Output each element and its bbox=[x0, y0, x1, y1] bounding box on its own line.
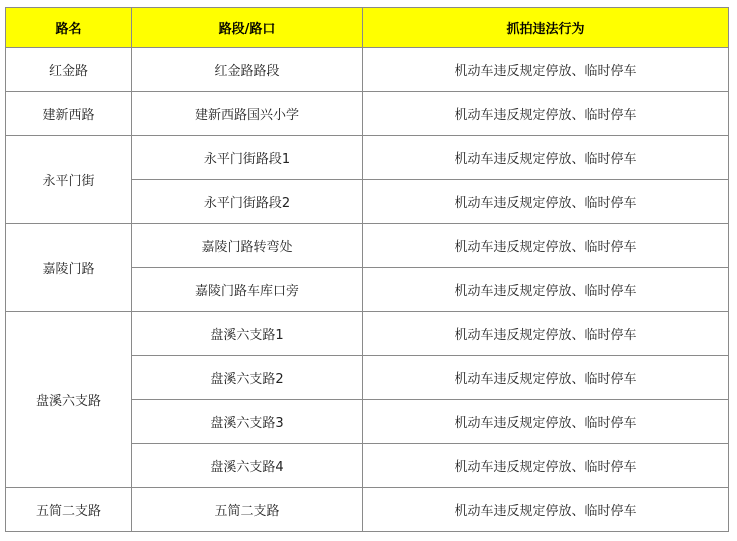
violation-table-container bbox=[5, 7, 729, 532]
segment-cell: 永平门街路段1 bbox=[132, 136, 363, 180]
segment-cell: 盘溪六支路2 bbox=[132, 356, 363, 400]
road-name-cell: 永平门街 bbox=[6, 136, 132, 224]
road-name-cell: 红金路 bbox=[6, 48, 132, 92]
table-row bbox=[6, 136, 729, 180]
segment-cell: 永平门街路段2 bbox=[132, 180, 363, 224]
segment-cell: 建新西路国兴小学 bbox=[132, 92, 363, 136]
violation-cell: 机动车违反规定停放、临时停车 bbox=[363, 224, 729, 268]
segment-cell: 盘溪六支路1 bbox=[132, 312, 363, 356]
segment-cell: 嘉陵门路转弯处 bbox=[132, 224, 363, 268]
segment-cell: 五简二支路 bbox=[132, 488, 363, 532]
header-segment: 路段/路口 bbox=[132, 8, 363, 48]
table-header-row bbox=[6, 8, 729, 48]
violation-cell: 机动车违反规定停放、临时停车 bbox=[363, 92, 729, 136]
table-row bbox=[6, 488, 729, 532]
violation-cell: 机动车违反规定停放、临时停车 bbox=[363, 488, 729, 532]
violation-cell: 机动车违反规定停放、临时停车 bbox=[363, 48, 729, 92]
violation-cell: 机动车违反规定停放、临时停车 bbox=[363, 444, 729, 488]
road-name-cell: 盘溪六支路 bbox=[6, 312, 132, 488]
violation-cell: 机动车违反规定停放、临时停车 bbox=[363, 400, 729, 444]
segment-cell: 盘溪六支路4 bbox=[132, 444, 363, 488]
table-row bbox=[6, 312, 729, 356]
header-road-name: 路名 bbox=[6, 8, 132, 48]
segment-cell: 盘溪六支路3 bbox=[132, 400, 363, 444]
segment-cell: 嘉陵门路车库口旁 bbox=[132, 268, 363, 312]
violation-cell: 机动车违反规定停放、临时停车 bbox=[363, 268, 729, 312]
violation-table bbox=[5, 7, 729, 532]
table-row bbox=[6, 92, 729, 136]
violation-cell: 机动车违反规定停放、临时停车 bbox=[363, 180, 729, 224]
table-row bbox=[6, 48, 729, 92]
road-name-cell: 嘉陵门路 bbox=[6, 224, 132, 312]
table-row bbox=[6, 224, 729, 268]
segment-cell: 红金路路段 bbox=[132, 48, 363, 92]
header-violation: 抓拍违法行为 bbox=[363, 8, 729, 48]
road-name-cell: 建新西路 bbox=[6, 92, 132, 136]
violation-cell: 机动车违反规定停放、临时停车 bbox=[363, 312, 729, 356]
road-name-cell: 五简二支路 bbox=[6, 488, 132, 532]
violation-cell: 机动车违反规定停放、临时停车 bbox=[363, 136, 729, 180]
violation-cell: 机动车违反规定停放、临时停车 bbox=[363, 356, 729, 400]
